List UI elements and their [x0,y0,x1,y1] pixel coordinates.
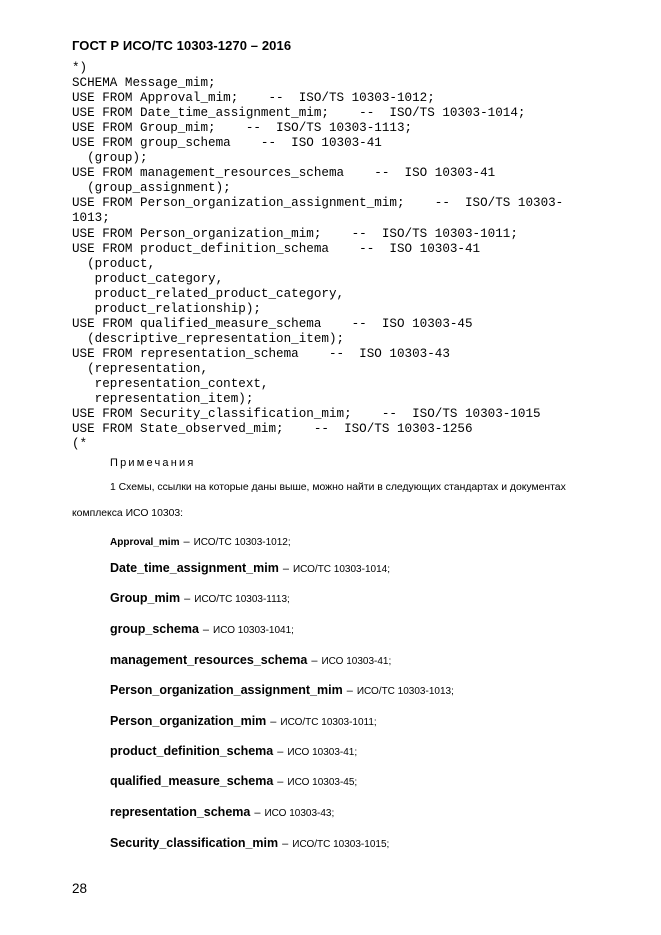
note-text-line-2: комплекса ИСО 10303: [72,508,184,519]
reference-schema-name: product_definition_schema [110,744,274,758]
code-line: USE FROM representation_schema -- ISO 10303-43 [72,346,450,361]
reference-item [110,589,290,607]
code-line: USE FROM Security_classification_mim; -- ISO/TS 10303-1015 [72,407,541,422]
code-line: USE FROM group_schema -- ISO 10303-41 [72,136,382,151]
code-line: (* [72,437,88,452]
code-line: (group); [72,151,148,166]
code-line: USE FROM product_definition_schema -- ISO 10303-41 [72,241,481,256]
code-line: USE FROM qualified_measure_schema -- ISO 10303-45 [72,316,473,331]
reference-item [110,712,377,730]
reference-item [110,651,391,669]
code-line: SCHEMA Message_mim; [72,76,216,91]
reference-dash: – [184,593,191,605]
page-number: 28 [72,881,88,896]
code-line: 1013; [72,211,110,226]
reference-standard: ИСО/ТС 10303-1011; [280,717,377,728]
reference-dash: – [270,716,277,728]
code-line: USE FROM management_resources_schema -- ISO 10303-41 [72,166,496,181]
reference-standard: ИСО/ТС 10303-1012; [193,537,291,548]
reference-standard: ИСО/ТС 10303-1113; [194,594,290,605]
reference-schema-name: representation_schema [110,805,251,819]
code-line: USE FROM State_observed_mim; -- ISO/TS 10303-1256 [72,422,473,437]
code-line: (product, [72,256,156,271]
reference-standard: ИСО 10303-43; [264,808,335,819]
reference-item [110,532,291,550]
code-line: (representation, [72,361,209,376]
code-line: representation_context, [72,376,269,391]
reference-dash: – [254,807,261,819]
code-line: USE FROM Person_organization_mim; -- ISO/TS 10303-1011; [72,226,518,241]
reference-schema-name: Person_organization_mim [110,714,267,728]
code-line: product_category, [72,271,224,286]
reference-standard: ИСО 10303-1041; [213,625,294,636]
code-line: *) [72,61,88,75]
reference-schema-name: Group_mim [110,591,181,605]
code-line: (group_assignment); [72,181,231,196]
code-line: (descriptive_representation_item); [72,331,345,346]
reference-schema-name: group_schema [110,622,199,636]
reference-dash: – [277,776,284,788]
reference-item [110,803,334,821]
reference-standard: ИСО/ТС 10303-1014; [292,564,390,575]
reference-standard: ИСО/ТС 10303-1013; [356,686,454,697]
reference-dash: – [346,685,353,697]
reference-item [110,620,294,638]
reference-standard: ИСО 10303-45; [287,777,358,788]
reference-item [110,772,357,790]
reference-item [110,742,357,760]
code-line: USE FROM Person_organization_assignment_mim; -- ISO/TS 10303- [72,196,564,211]
reference-schema-name: Approval_mim [110,537,180,548]
reference-standard: ИСО/ТС 10303-1015; [292,839,390,850]
reference-item [110,559,390,577]
reference-dash: – [202,624,210,636]
reference-standard: ИСО 10303-41; [321,656,392,667]
note-text-line-1: 1 Схемы, ссылки на которые даны выше, можно найти в следующих стандартах и документах [110,482,566,493]
reference-schema-name: qualified_measure_schema [110,774,274,788]
code-line: product_relationship); [72,301,261,316]
reference-schema-name: Person_organization_assignment_mim [110,683,343,697]
reference-dash: – [282,838,289,850]
code-line: representation_item); [72,392,254,407]
reference-item [110,834,389,852]
reference-schema-name: management_resources_schema [110,653,308,667]
document-header: ГОСТ Р ИСО/ТС 10303-1270 – 2016 [72,38,292,53]
code-line: product_related_product_category, [72,286,345,301]
reference-dash: – [311,655,318,667]
reference-standard: ИСО 10303-41; [287,747,358,758]
code-line: USE FROM Approval_mim; -- ISO/TS 10303-1012; [72,91,435,106]
reference-schema-name: Date_time_assignment_mim [110,561,279,575]
note-title: Примечания [110,457,196,469]
reference-dash: – [183,536,190,548]
reference-dash: – [277,746,284,758]
code-line: USE FROM Group_mim; -- ISO/TS 10303-1113; [72,121,413,136]
reference-item [110,681,454,699]
reference-schema-name: Security_classification_mim [110,836,279,850]
reference-dash: – [282,563,289,575]
express-code-block [72,61,563,452]
code-line: USE FROM Date_time_assignment_mim; -- ISO/TS 10303-1014; [72,106,526,121]
